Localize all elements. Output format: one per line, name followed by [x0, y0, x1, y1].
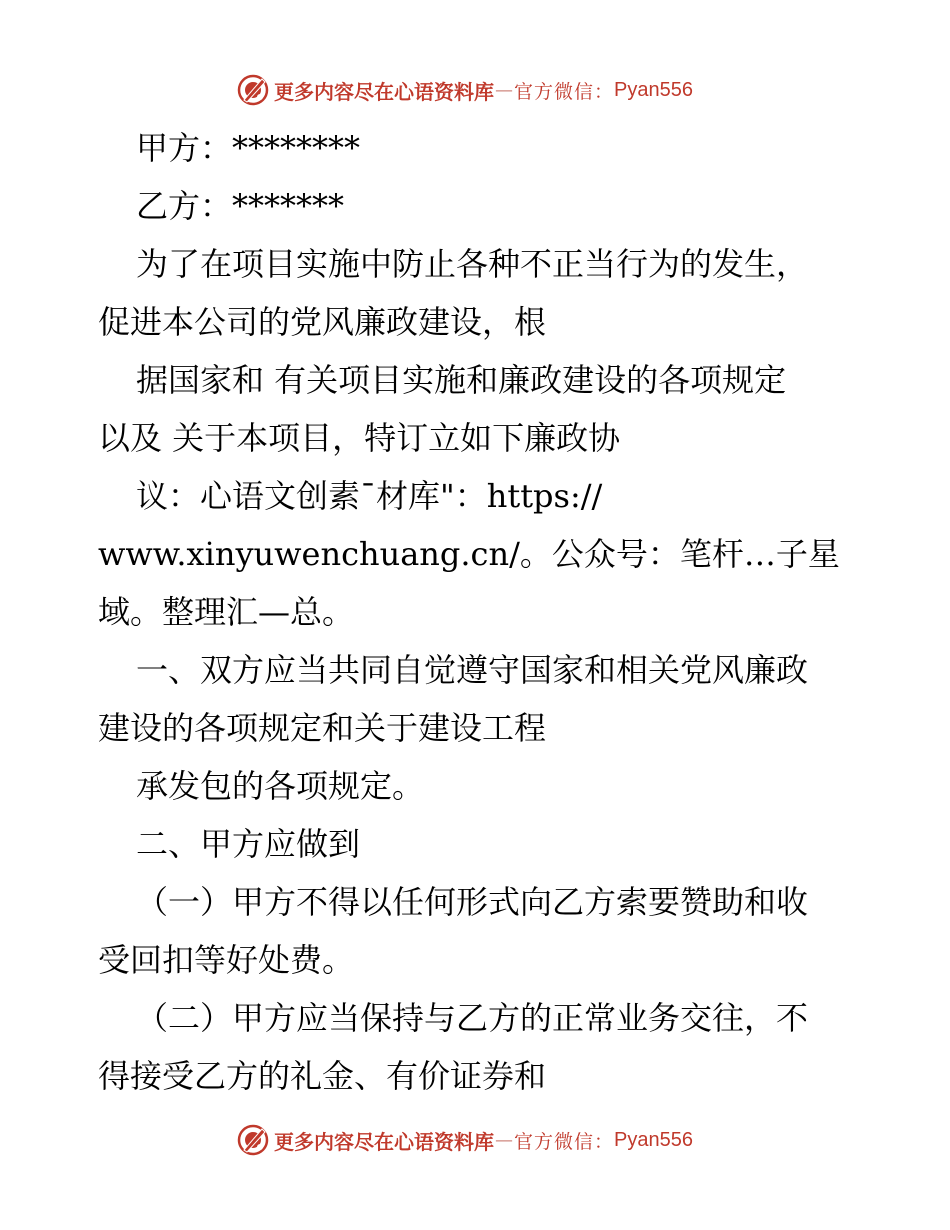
text-line: 促进本公司的党风廉政建设，根 — [98, 303, 547, 341]
pen-logo-icon — [236, 1123, 270, 1157]
header-watermark — [236, 72, 693, 108]
watermark-id: Pyan556 — [614, 1128, 693, 1151]
clause-1-line: （一）甲方不得以任何形式向乙方索要赞助和收 — [136, 883, 809, 921]
text-line: 受回扣等好处费。 — [98, 941, 355, 979]
text-line: 建设的各项规定和关于建设工程 — [98, 709, 547, 747]
text-line: 为了在项目实施中防止各种不正当行为的发生， — [136, 245, 809, 283]
section-heading-1: 一、双方应当共同自觉遵守国家和相关党风廉政 — [136, 651, 809, 689]
watermark-label: 官方微信： — [514, 1130, 615, 1153]
footer-watermark — [236, 1122, 693, 1158]
watermark-separator: — — [495, 1129, 513, 1151]
text-line: 得接受乙方的礼金、有价证券和 — [98, 1057, 547, 1095]
text-line: 议：心语文创素¯材库"：https:// — [136, 477, 603, 515]
text-line: 以及 关于本项目，特订立如下廉政协 — [98, 419, 621, 457]
section-heading-2: 二、甲方应做到 — [136, 825, 361, 863]
text-line: 域。整理汇—总。 — [98, 593, 355, 631]
watermark-main-text: 更多内容尽在心语资料库 — [274, 1129, 494, 1154]
text-line: 承发包的各项规定。 — [136, 767, 425, 805]
text-line: 据国家和 有关项目实施和廉政建设的各项规定 — [136, 361, 787, 399]
watermark-main-text: 更多内容尽在心语资料库 — [274, 79, 494, 104]
party-a-line: 甲方：******** — [136, 129, 361, 167]
watermark-id: Pyan556 — [614, 78, 693, 101]
text-line: www.xinyuwenchuang.cn/。公众号：笔杆…子星 — [98, 535, 840, 573]
pen-logo-icon — [236, 73, 270, 107]
watermark-separator: — — [495, 79, 513, 101]
clause-2-line: （二）甲方应当保持与乙方的正常业务交往，不 — [136, 999, 809, 1037]
watermark-label: 官方微信： — [514, 80, 615, 103]
party-b-line: 乙方：******* — [136, 187, 345, 225]
